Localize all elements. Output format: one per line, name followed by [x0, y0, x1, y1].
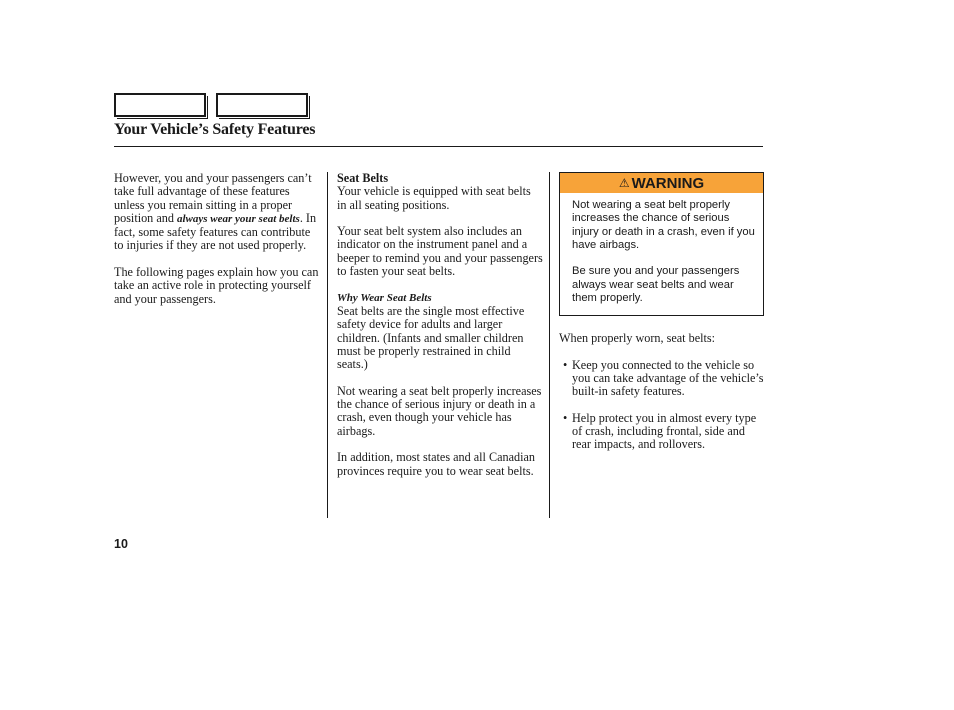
- list-item-text: Help protect you in almost every type of crash, including frontal, side and rear impacts, and rollovers.: [572, 410, 757, 452]
- list-item: [559, 412, 764, 452]
- page-title: Your Vehicle’s Safety Features: [114, 121, 316, 138]
- why-wear-paragraph-3: In addition, most states and all Canadian provinces require you to wear seat belts.: [337, 450, 536, 478]
- seat-belts-benefits-intro: When properly worn, seat belts:: [559, 331, 716, 345]
- title-divider: [114, 146, 763, 147]
- warning-triangle-icon: ⚠: [618, 176, 630, 190]
- warning-paragraph-1: Not wearing a seat belt properly increases the chance of serious injury or death in a crash, even if you have airbags.: [572, 199, 755, 251]
- why-wear-paragraph-2: Not wearing a seat belt properly increases the chance of serious injury or death in a crash, even though your vehicle has airbags.: [337, 383, 542, 438]
- why-wear-seat-belts-subheading: Why Wear Seat Belts: [337, 291, 432, 304]
- left-paragraph-1-tail: . In fact, some safety features can contribute to injuries if they are not used properly.: [114, 210, 317, 253]
- bullet-icon: •: [563, 410, 568, 425]
- left-paragraph-2: The following pages explain how you can take an active role in protecting yourself and your passengers.: [114, 265, 319, 306]
- next-page-button[interactable]: [216, 93, 308, 117]
- column-divider-1: [327, 172, 328, 518]
- warning-header: [560, 173, 763, 193]
- emphasis-always-wear-seat-belts: always wear your seat belts: [176, 212, 300, 225]
- left-column: [114, 172, 320, 319]
- left-paragraph-1: [114, 172, 320, 253]
- seat-belts-paragraph-1: Your vehicle is equipped with seat belts in all seating positions.: [337, 184, 531, 212]
- seat-belts-paragraph-2: Your seat belt system also includes an indicator on the instrument panel and a beeper to remind you and your passengers to fasten your seat belts.: [337, 224, 543, 279]
- seat-belts-benefits-list: [559, 359, 764, 452]
- right-column: [559, 332, 764, 465]
- middle-column: [337, 172, 543, 491]
- warning-paragraph-2: Be sure you and your passengers always wear seat belts and wear them properly.: [572, 265, 740, 305]
- seat-belts-section: [337, 172, 543, 212]
- list-item: [559, 359, 764, 399]
- list-item-text: Keep you connected to the vehicle so you can take advantage of the vehicle’s built-in safety features.: [572, 357, 764, 399]
- page-number: 10: [114, 537, 128, 551]
- why-wear-paragraph-1: Seat belts are the single most effective safety device for adults and larger children. (Infants and smaller children must be properly restrained in child seats.): [337, 303, 525, 372]
- why-wear-section: [337, 292, 543, 372]
- left-paragraph-1-text: However, you and your passengers can’t take full advantage of these features unless you remain sitting in a proper position and: [114, 171, 312, 225]
- column-divider-2: [549, 172, 550, 518]
- warning-box: [559, 172, 764, 316]
- seat-belts-heading: Seat Belts: [337, 171, 389, 185]
- bullet-icon: •: [563, 357, 568, 372]
- warning-body: [572, 199, 757, 319]
- warning-label: WARNING: [631, 175, 705, 192]
- previous-page-button[interactable]: [114, 93, 206, 117]
